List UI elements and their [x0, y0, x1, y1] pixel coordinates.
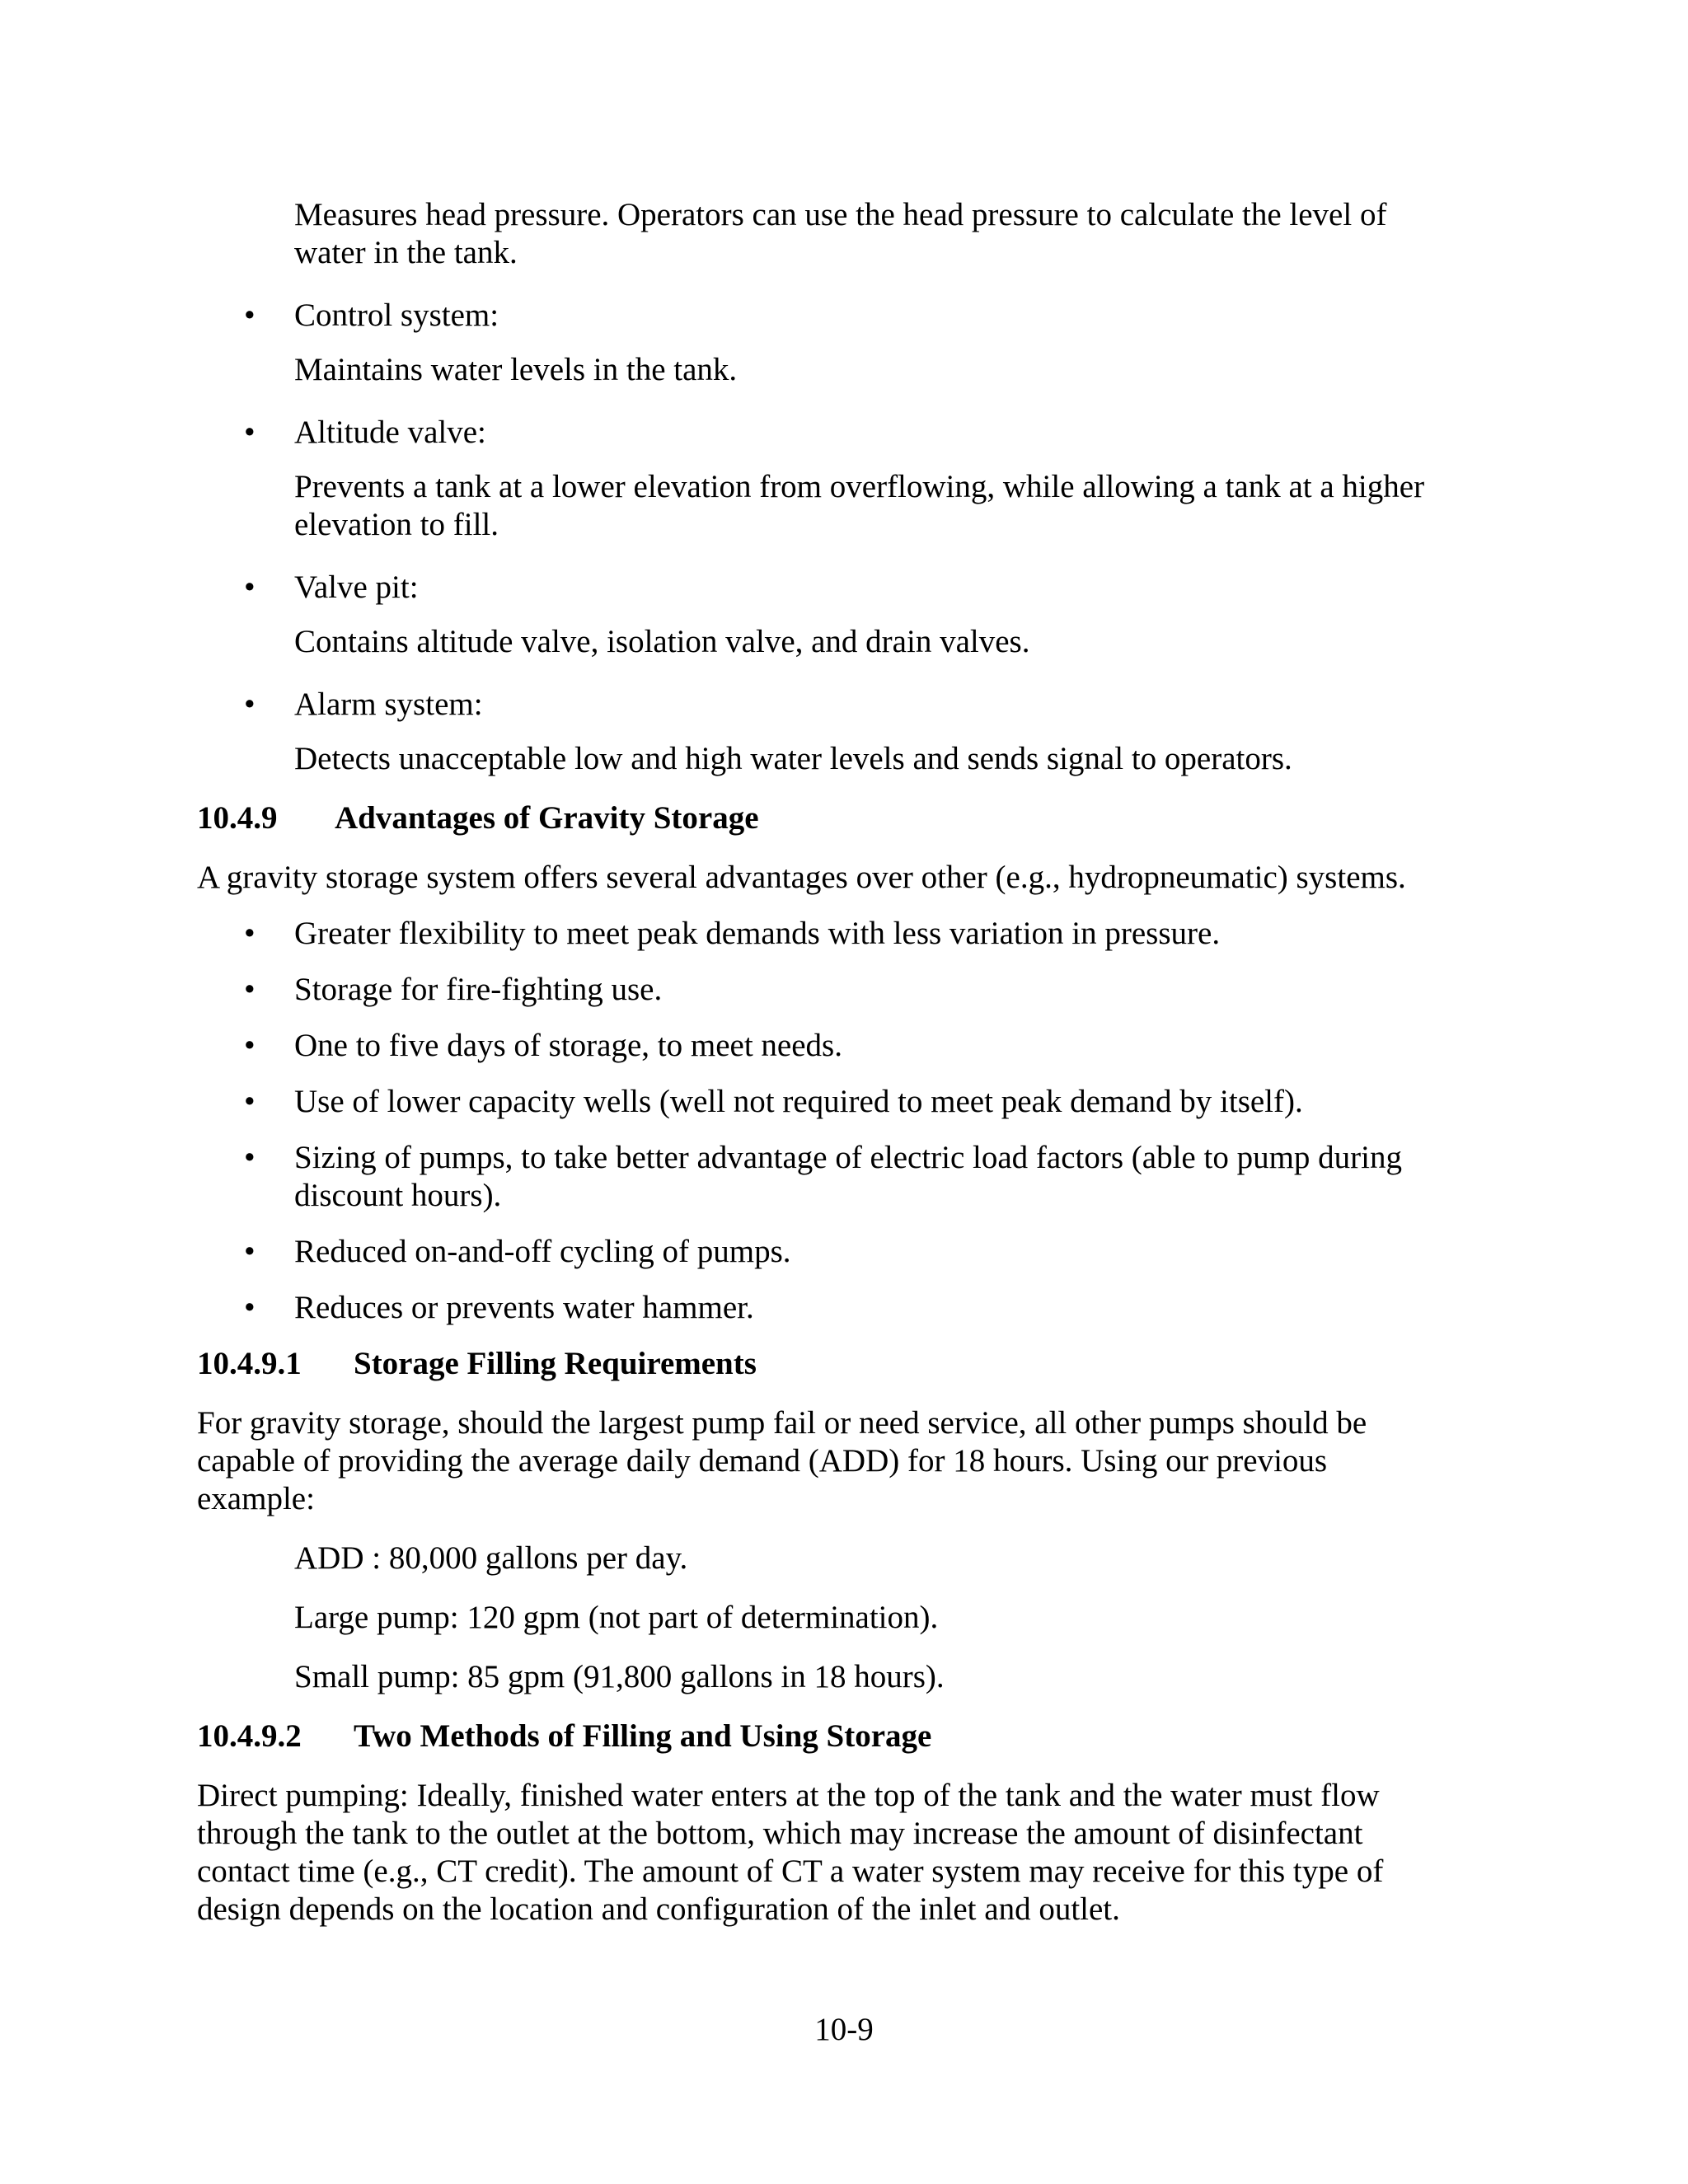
bullet-dot: •	[244, 1234, 256, 1269]
section-number: 10.4.9.2	[197, 1718, 302, 1754]
section-heading-10-4-9	[197, 799, 759, 837]
list-item: Storage for fire-fighting use.	[294, 972, 663, 1007]
section-number: 10.4.9.1	[197, 1346, 302, 1381]
bullet-dot: •	[244, 569, 256, 605]
section-title: Advantages of Gravity Storage	[335, 800, 759, 836]
intro-line-2: water in the tank.	[294, 235, 518, 270]
component-desc-valve-pit: Contains altitude valve, isolation valve, and drain valves.	[294, 624, 1030, 659]
paragraph-line: For gravity storage, should the largest pump fail or need service, all other pumps should be	[197, 1405, 1367, 1441]
page-number: 10-9	[814, 2012, 874, 2047]
list-item: Use of lower capacity wells (well not required to meet peak demand by itself).	[294, 1084, 1303, 1119]
component-desc-control-system: Maintains water levels in the tank.	[294, 352, 738, 387]
component-desc-alarm-system: Detects unacceptable low and high water levels and sends signal to operators.	[294, 741, 1292, 776]
section-title: Two Methods of Filling and Using Storage	[354, 1718, 932, 1754]
component-label-alarm-system: Alarm system:	[294, 687, 483, 722]
component-desc-altitude-valve-1: Prevents a tank at a lower elevation from overflowing, while allowing a tank at a higher	[294, 469, 1425, 504]
example-line-large-pump: Large pump: 120 gpm (not part of determination).	[294, 1600, 939, 1635]
example-line-add: ADD : 80,000 gallons per day.	[294, 1540, 688, 1576]
paragraph-line: capable of providing the average daily demand (ADD) for 18 hours. Using our previous	[197, 1443, 1328, 1479]
list-item: One to five days of storage, to meet needs.	[294, 1028, 842, 1063]
list-item-continuation: discount hours).	[294, 1178, 502, 1213]
component-label-altitude-valve: Altitude valve:	[294, 415, 486, 450]
section-heading-10-4-9-2	[197, 1718, 931, 1755]
paragraph-line: Direct pumping: Ideally, finished water enters at the top of the tank and the water must flow	[197, 1778, 1380, 1813]
section-heading-10-4-9-1	[197, 1345, 757, 1383]
paragraph-line: through the tank to the outlet at the bottom, which may increase the amount of disinfectant	[197, 1816, 1363, 1851]
list-item: Reduces or prevents water hammer.	[294, 1290, 754, 1325]
bullet-dot: •	[244, 1028, 256, 1063]
list-item: Reduced on-and-off cycling of pumps.	[294, 1234, 791, 1269]
component-desc-altitude-valve-2: elevation to fill.	[294, 507, 499, 542]
paragraph-line: example:	[197, 1481, 315, 1516]
bullet-dot: •	[244, 1140, 256, 1175]
bullet-dot: •	[244, 1290, 256, 1325]
section-title: Storage Filling Requirements	[354, 1346, 757, 1381]
component-label-valve-pit: Valve pit:	[294, 569, 419, 605]
example-line-small-pump: Small pump: 85 gpm (91,800 gallons in 18 hours).	[294, 1659, 945, 1694]
section-number: 10.4.9	[197, 800, 278, 836]
list-item: Sizing of pumps, to take better advantage of electric load factors (able to pump during	[294, 1140, 1402, 1175]
paragraph-line: design depends on the location and configuration of the inlet and outlet.	[197, 1891, 1120, 1927]
component-label-control-system: Control system:	[294, 298, 499, 333]
intro-line-1: Measures head pressure. Operators can use the head pressure to calculate the level of	[294, 197, 1387, 232]
bullet-dot: •	[244, 687, 256, 722]
bullet-dot: •	[244, 1084, 256, 1119]
paragraph-line: contact time (e.g., CT credit). The amount of CT a water system may receive for this type of	[197, 1854, 1384, 1889]
bullet-dot: •	[244, 415, 256, 450]
bullet-dot: •	[244, 972, 256, 1007]
section-intro: A gravity storage system offers several advantages over other (e.g., hydropneumatic) systems.	[197, 860, 1406, 895]
bullet-dot: •	[244, 916, 256, 951]
bullet-dot: •	[244, 298, 256, 333]
list-item: Greater flexibility to meet peak demands with less variation in pressure.	[294, 916, 1221, 951]
